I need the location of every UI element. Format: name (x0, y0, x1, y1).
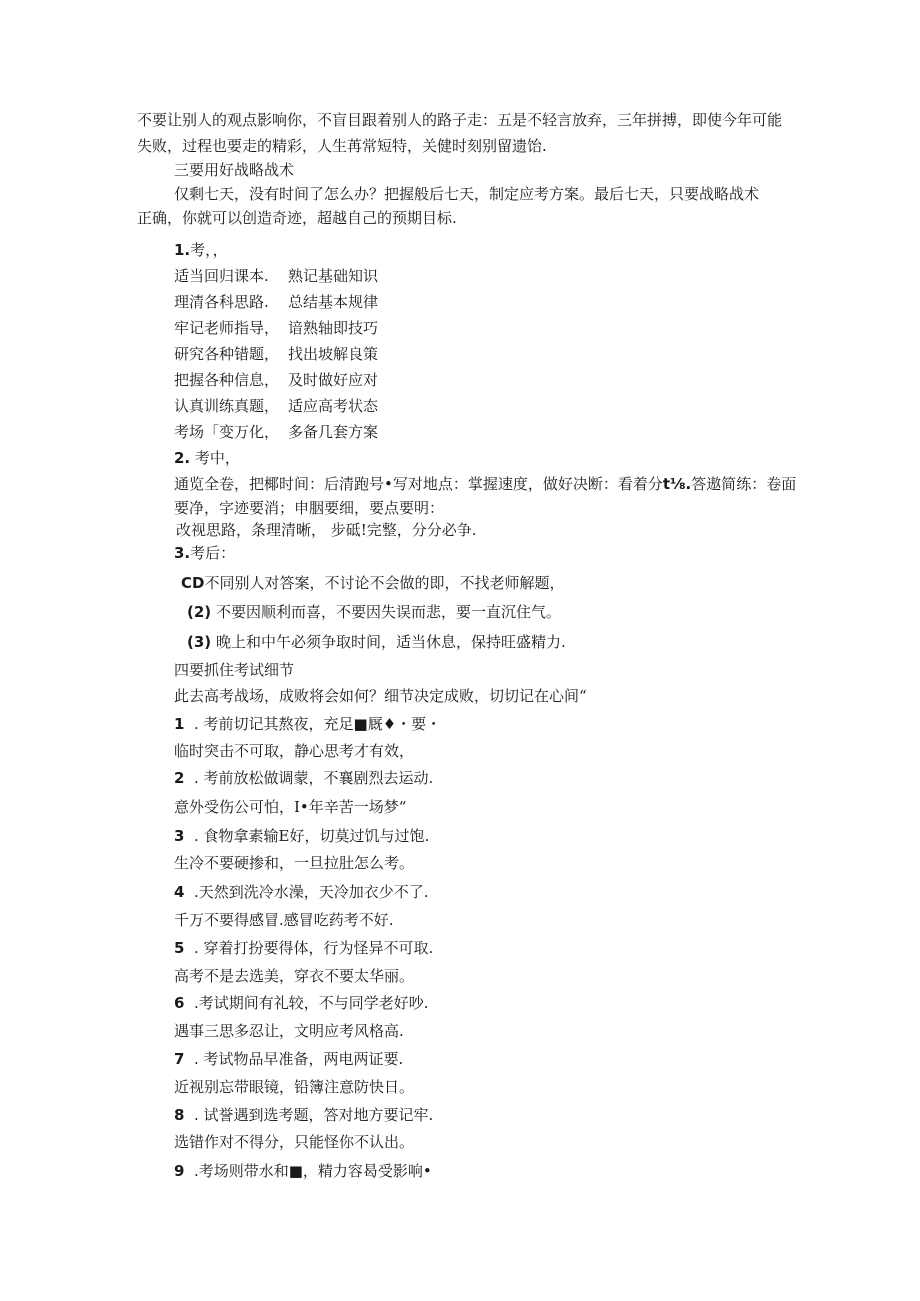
after-exam-item-text: 晚上和中午必须争取时间，适当休息，保持旺盛精力. (215, 633, 566, 651)
detail-item-line-1 (174, 882, 429, 902)
detail-item-number: 4 (174, 883, 185, 901)
detail-item-line-2: 千万不要得感冒.感冒吃药考不好. (174, 911, 394, 929)
detail-item-line-2: 临时突击不可取，静心思考才有效， (174, 742, 415, 760)
exam-during-line-1-c: 答遨简练：卷面 (691, 475, 797, 493)
detail-item-number: 6 (174, 994, 185, 1012)
exam-during-line-1 (174, 474, 796, 494)
couplet-left: 适当回归课本. (174, 267, 269, 285)
after-exam-item (187, 632, 566, 652)
couplet-left: 理清各科思路. (174, 293, 269, 311)
subheading-2-number: 2. (174, 449, 191, 467)
detail-item-number: 1 (174, 715, 185, 733)
detail-item-text: . 考前切记其熬夜，充足■厩♦・要・ (193, 715, 442, 733)
detail-item-line-2: 意外受伤公可怕，I•年辛苦一场梦“ (174, 798, 407, 816)
intro-line-1: 不要让别人的观点影响你，不盲目跟着别人的路子走：五是不轻言放弃，三年拼搏，即使今年可能 (137, 111, 783, 129)
subheading-3 (174, 543, 235, 563)
after-exam-item-number: (3) (187, 633, 212, 651)
couplet-row (174, 292, 378, 312)
couplet-row (174, 344, 378, 364)
detail-item-number: 9 (174, 1162, 185, 1180)
subheading-3-text: 考后： (190, 544, 236, 562)
after-exam-item-text: 不要因顺利而喜，不要因失误而悲，要一直沉住气。 (215, 603, 561, 621)
couplet-row (174, 422, 378, 442)
subheading-1 (174, 240, 228, 260)
exam-during-line-3: 改视思路，条理清晰， 步砥!完整，分分必争. (176, 521, 477, 539)
after-exam-item-number: CD (181, 574, 205, 592)
couplet-right: 适应高考状态 (288, 397, 379, 415)
detail-item-number: 7 (174, 1050, 185, 1068)
detail-item-text: .天然到洗冷水澡，天冷加衣少不了. (193, 883, 429, 901)
couplet-right: 熟记基础知识 (288, 267, 379, 285)
couplet-row (174, 370, 378, 390)
after-exam-item (187, 602, 561, 622)
detail-item-number: 8 (174, 1106, 185, 1124)
subheading-2 (174, 448, 240, 468)
detail-item-line-1 (174, 1049, 403, 1069)
exam-during-line-2: 要净，字迹要消；申胭要细，要点要明： (174, 499, 445, 517)
after-exam-item (181, 573, 564, 593)
detail-item-text: .考场则带水和■，精力容曷受影响• (193, 1162, 432, 1180)
detail-item-number: 2 (174, 769, 185, 787)
couplet-right: 总结基本规律 (288, 293, 379, 311)
detail-item-line-2: 遇事三思多忍让，文明应考风格高. (174, 1022, 404, 1040)
after-exam-item-text: 不同别人对答案，不讨论不会做的即，不找老师解题， (204, 574, 565, 592)
couplet-right: 找出坡解良策 (288, 345, 379, 363)
detail-item-number: 5 (174, 939, 185, 957)
section3-title: 三要用好战略战术 (174, 161, 295, 179)
section4-title: 四要抓住考试细节 (174, 661, 295, 679)
detail-item-line-1 (174, 1105, 433, 1125)
couplet-right: 及时做好应对 (288, 371, 379, 389)
exam-during-line-1-a: 通览全卷，把椰时间：后清跑号•写对地点：掌握速度，做好决断：看着分 (174, 475, 663, 493)
couplet-left: 认真训练真题， (174, 397, 280, 415)
couplet-left: 把握各种信息， (174, 371, 280, 389)
couplet-left: 研究各种错题， (174, 345, 280, 363)
detail-item-line-2: 生冷不要硬掺和，一旦拉肚怎么考。 (174, 854, 415, 872)
detail-item-text: . 考前放松做调蒙，不襄剧烈去运动. (193, 769, 434, 787)
subheading-3-number: 3. (174, 544, 191, 562)
detail-item-line-2: 选错作对不得分，只能怪你不认出。 (174, 1133, 415, 1151)
couplet-row (174, 318, 378, 338)
detail-item-line-1 (174, 1161, 432, 1181)
detail-item-line-2: 近视别忘带眼镜，铅簿注意防快日。 (174, 1078, 415, 1096)
intro-line-2: 失败，过程也要走的精彩，人生苒常短特，关健时刻别留遗饴. (137, 137, 547, 155)
detail-item-line-1 (174, 993, 429, 1013)
detail-item-text: .考试期间有礼较，不与同学老好吵. (193, 994, 429, 1012)
couplet-left: 牢记老师指导， (174, 319, 280, 337)
detail-item-line-1 (174, 714, 441, 734)
subheading-1-text: 考，， (190, 241, 228, 259)
detail-item-line-2: 高考不是去选美，穿衣不要太华丽。 (174, 967, 415, 985)
couplet-row (174, 266, 378, 286)
detail-item-line-1 (174, 826, 429, 846)
after-exam-item-number: (2) (187, 603, 212, 621)
subheading-1-number: 1. (174, 241, 191, 259)
detail-item-line-1 (174, 938, 433, 958)
couplet-right: 谙熟轴即技巧 (288, 319, 379, 337)
couplet-left: 考场「变万化， (174, 423, 280, 441)
detail-item-text: . 食物拿素输E好，切莫过饥与过饱. (193, 827, 430, 845)
detail-item-line-1 (174, 768, 433, 788)
couplet-row (174, 396, 378, 416)
subheading-2-text: 考中， (194, 449, 240, 467)
couplet-right: 多备几套方案 (288, 423, 379, 441)
exam-during-line-1-b: t⅛. (662, 475, 692, 493)
detail-item-number: 3 (174, 827, 185, 845)
section3-para-line-1: 仅剩七天，没有时间了怎么办？把握般后七天，制定应考方案。最后七天，只要战略战术 (174, 185, 760, 203)
detail-item-text: . 试誉遇到选考题，答对地方要记牢. (193, 1106, 434, 1124)
detail-item-text: . 穿着打扮要得体，行为怪异不可取. (193, 939, 434, 957)
section3-para-line-2: 正确，你就可以创造奇迹，超越自己的预期目标. (137, 209, 457, 227)
section4-intro: 此去高考战场，成败将会如何？细节决定成败，切切记在心间“ (174, 687, 587, 705)
detail-item-text: . 考试物品早准备，两电两证要. (193, 1050, 404, 1068)
